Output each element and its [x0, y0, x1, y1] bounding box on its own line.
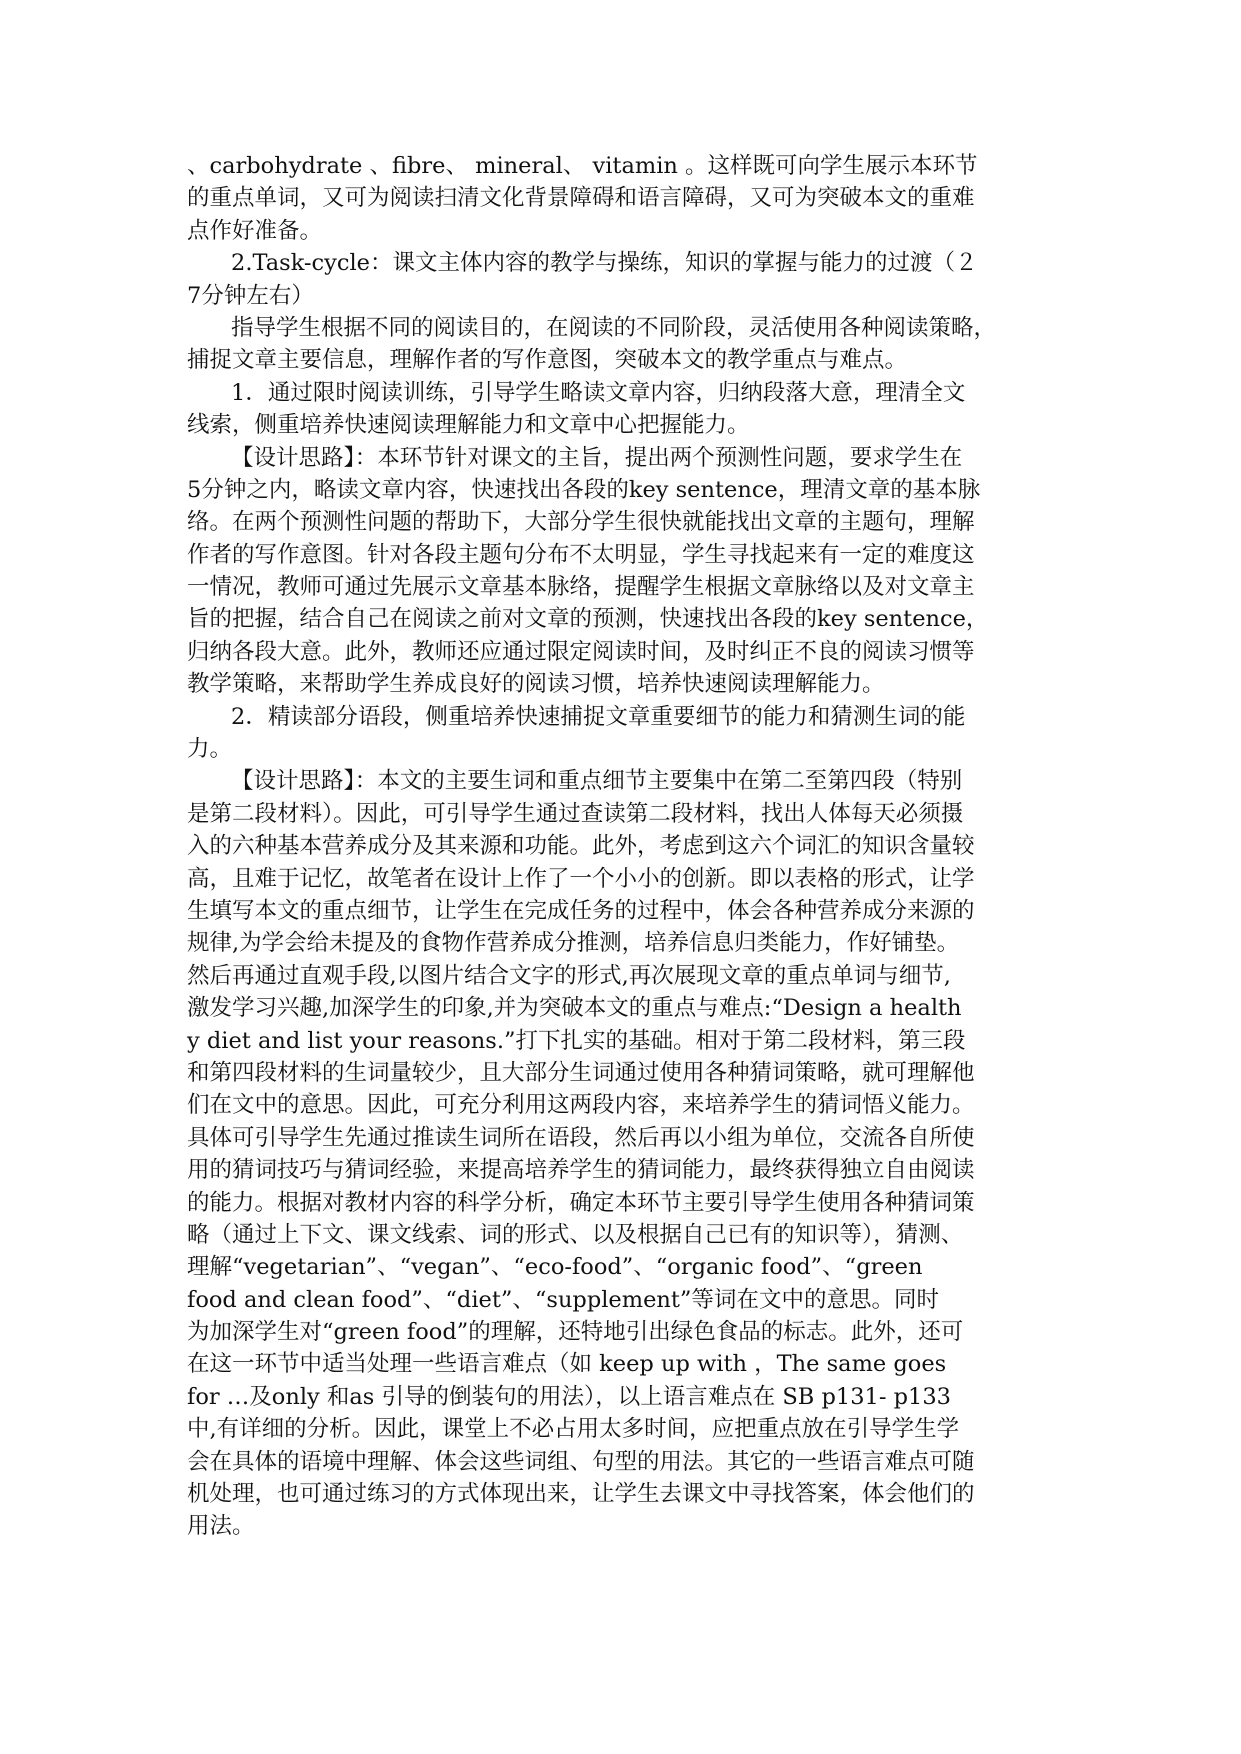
text-line: 们在文中的意思。因此，可充分利用这两段内容，来培养学生的猜词悟义能力。	[187, 1092, 975, 1119]
text-line: 略（通过上下文、课文线索、词的形式、以及根据自己已有的知识等），猜测、	[187, 1221, 964, 1248]
text-line: 的能力。根据对教材内容的科学分析，确定本环节主要引导学生使用各种猜词策	[187, 1189, 975, 1216]
text-line: 教学策略，来帮助学生养成良好的阅读习惯，培养快速阅读理解能力。	[187, 671, 885, 698]
text-line: 用的猜词技巧与猜词经验，来提高培养学生的猜词能力，最终获得独立自由阅读	[187, 1157, 975, 1184]
text-line: 激发学习兴趣,加深学生的印象,并为突破本文的重点与难点:“Design a health	[187, 995, 962, 1022]
text-line: 中,有详细的分析。因此，课堂上不必占用太多时间，应把重点放在引导学生学	[187, 1416, 960, 1443]
text-line: 指导学生根据不同的阅读目的，在阅读的不同阶段，灵活使用各种阅读策略，	[231, 314, 997, 341]
text-line: 具体可引导学生先通过推读生词所在语段，然后再以小组为单位，交流各自所使	[187, 1124, 975, 1151]
text-line: 为加深学生对“green food”的理解，还特地引出绿色食品的标志。此外，还可	[187, 1319, 964, 1346]
text-line: 在这一环节中适当处理一些语言难点（如 keep up with ，The same goes	[187, 1351, 947, 1378]
text-line: 、carbohydrate 、fibre、 mineral、 vitamin 。这样既可向学生展示本环节	[187, 153, 978, 179]
text-line: 7分钟左右）	[187, 282, 314, 309]
text-line: 高，且难于记忆，故笔者在设计上作了一个小小的创新。即以表格的形式，让学	[187, 865, 975, 892]
text-line: 5分钟之内，略读文章内容，快速找出各段的key sentence，理清文章的基本脉	[187, 476, 981, 503]
text-line: 归纳各段大意。此外，教师还应通过限定阅读时间，及时纠正不良的阅读习惯等	[187, 638, 975, 665]
text-line: 理解“vegetarian”、“vegan”、“eco-food”、“organic food”、“green	[187, 1254, 923, 1281]
text-line: 用法。	[187, 1513, 255, 1540]
text-line: 捕捉文章主要信息，理解作者的写作意图，突破本文的教学重点与难点。	[187, 347, 908, 374]
section-heading-task-cycle: 2.Task-cycle：课文主体内容的教学与操练，知识的掌握与能力的过渡（２	[231, 250, 978, 277]
text-line: 点作好准备。	[187, 217, 323, 244]
numbered-item-1: 1．通过限时阅读训练，引导学生略读文章内容，归纳段落大意，理清全文	[231, 379, 966, 406]
text-line: 络。在两个预测性问题的帮助下，大部分学生很快就能找出文章的主题句，理解	[187, 509, 975, 536]
text-line: 力。	[187, 736, 233, 763]
text-line: 机处理，也可通过练习的方式体现出来，让学生去课文中寻找答案，体会他们的	[187, 1481, 975, 1508]
text-line: 规律,为学会给未提及的食物作营养成分推测，培养信息归类能力，作好铺垫。	[187, 930, 960, 957]
text-line: 线索，侧重培养快速阅读理解能力和文章中心把握能力。	[187, 412, 750, 439]
document-body	[187, 150, 1057, 1543]
text-line: 一情况，教师可通过先展示文章基本脉络，提醒学生根据文章脉络以及对文章主	[187, 574, 975, 601]
text-line: y diet and list your reasons.”打下扎实的基础。相对于第二段材料，第三段	[187, 1027, 966, 1054]
text-line: 会在具体的语境中理解、体会这些词组、句型的用法。其它的一些语言难点可随	[187, 1448, 975, 1475]
text-line: 生填写本文的重点细节，让学生在完成任务的过程中，体会各种营养成分来源的	[187, 897, 975, 924]
design-idea-paragraph: 【设计思路】：本环节针对课文的主旨，提出两个预测性问题，要求学生在	[231, 444, 963, 471]
text-line: for …及only 和as 引导的倒装句的用法），以上语言难点在 SB p131- p133	[187, 1383, 951, 1410]
text-line: 的重点单词，又可为阅读扫清文化背景障碍和语言障碍，又可为突破本文的重难	[187, 185, 975, 212]
text-line: 作者的写作意图。针对各段主题句分布不太明显，学生寻找起来有一定的难度这	[187, 541, 975, 568]
text-line: 旨的把握，结合自己在阅读之前对文章的预测，快速找出各段的key sentence，	[187, 606, 989, 633]
design-idea-paragraph: 【设计思路】：本文的主要生词和重点细节主要集中在第二至第四段（特别	[231, 768, 963, 795]
text-line: 是第二段材料）。因此，可引导学生通过查读第二段材料，找出人体每天必须摄	[187, 800, 964, 827]
text-line: food and clean food”、“diet”、“supplement”等词在文中的意思。同时	[187, 1286, 939, 1313]
numbered-item-2: 2．精读部分语段，侧重培养快速捕捉文章重要细节的能力和猜测生词的能	[231, 703, 966, 730]
text-line: 入的六种基本营养成分及其来源和功能。此外，考虑到这六个词汇的知识含量较	[187, 833, 975, 860]
text-line: 和第四段材料的生词量较少，且大部分生词通过使用各种猜词策略，就可理解他	[187, 1059, 975, 1086]
text-line: 然后再通过直观手段,以图片结合文字的形式,再次展现文章的重点单词与细节,	[187, 962, 951, 989]
